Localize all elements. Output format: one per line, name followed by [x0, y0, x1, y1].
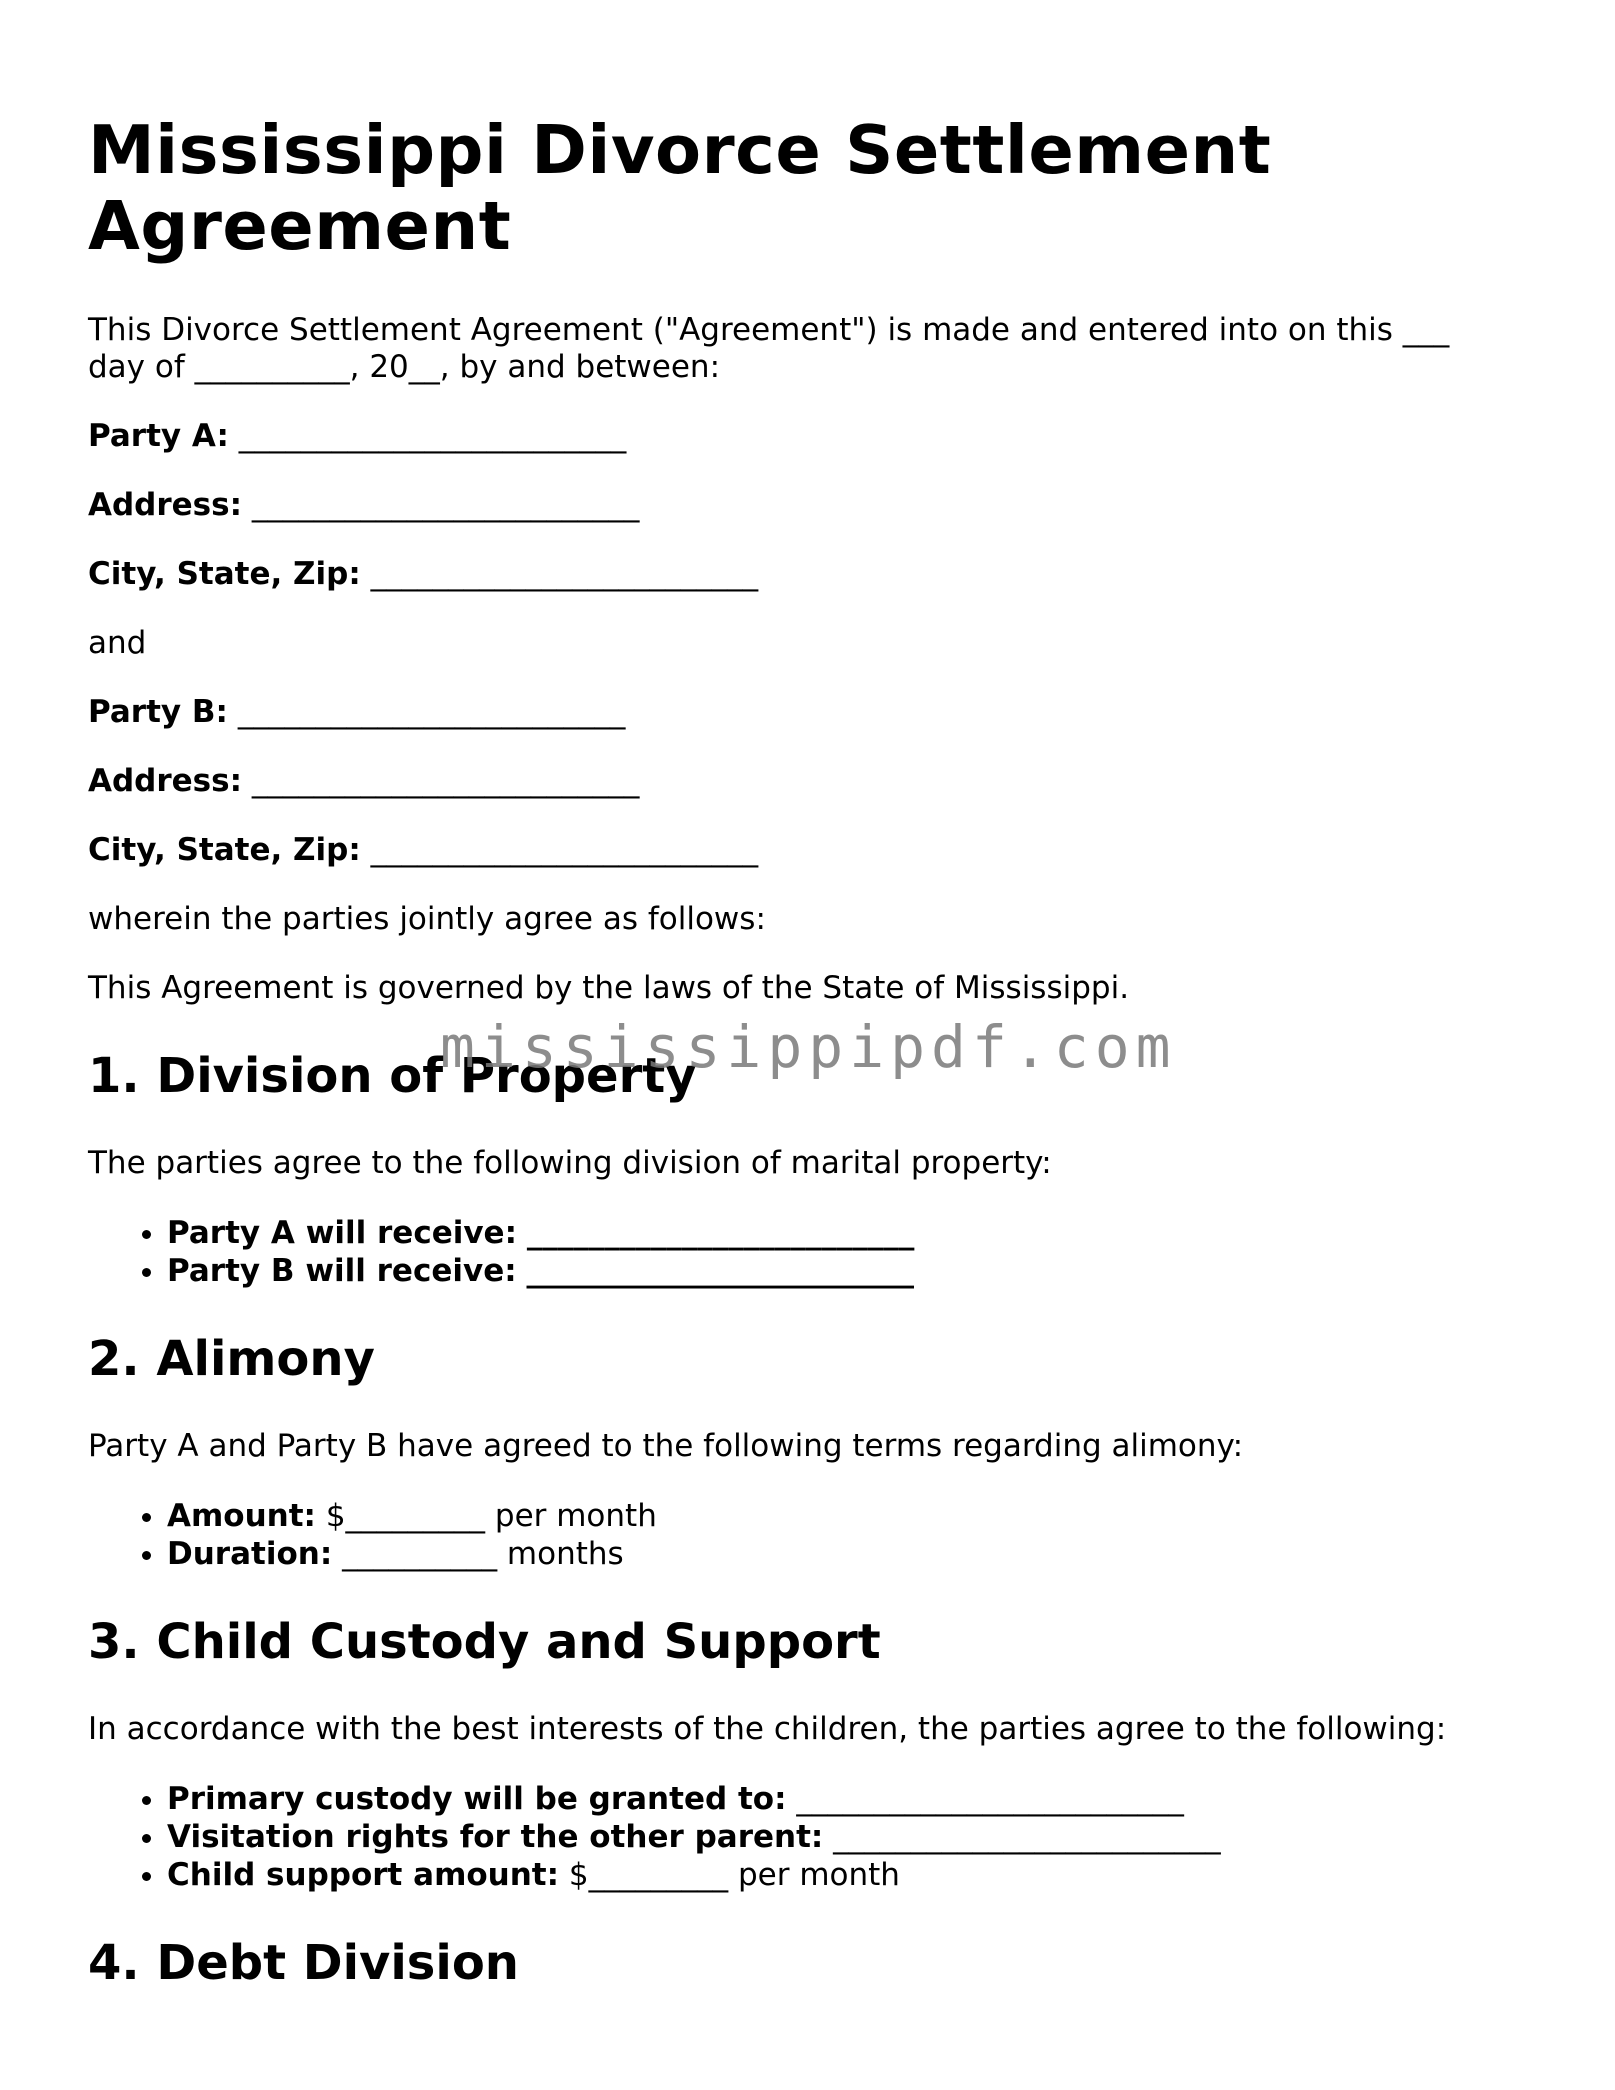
party-a-city-field — [88, 556, 1528, 593]
party-a-city-label: City, State, Zip: — [88, 556, 361, 592]
party-b-address-field — [88, 763, 1528, 800]
party-a-name-blank: _________________________ — [238, 418, 627, 454]
list-item-value: _________________________ — [796, 1781, 1184, 1817]
party-b-city-label: City, State, Zip: — [88, 832, 361, 868]
list-item — [167, 1497, 1528, 1535]
list-item-value: _________________________ — [526, 1253, 914, 1289]
party-b-city-field — [88, 832, 1528, 869]
party-a-address-label: Address: — [88, 487, 242, 523]
property-list — [88, 1214, 1528, 1290]
list-item-label: Party A will receive: — [167, 1215, 517, 1251]
list-item-label: Duration: — [167, 1536, 333, 1572]
alimony-list — [88, 1497, 1528, 1573]
party-b-address-blank: _________________________ — [251, 763, 640, 799]
governing-law-text: This Agreement is governed by the laws of the State of Mississippi. — [88, 970, 1130, 1006]
list-item — [167, 1856, 1528, 1894]
section-heading-debt: 4. Debt Division — [88, 1935, 519, 1991]
party-b-name-label: Party B: — [88, 694, 228, 730]
list-item-value: _________________________ — [833, 1819, 1221, 1855]
party-a-name-field — [88, 418, 1528, 455]
list-item-label: Amount: — [167, 1498, 316, 1534]
party-a-city-blank: _________________________ — [370, 556, 759, 592]
list-item — [167, 1214, 1528, 1252]
section-heading-alimony: 2. Alimony — [88, 1331, 375, 1387]
list-item-label: Primary custody will be granted to: — [167, 1781, 787, 1817]
list-item — [167, 1780, 1528, 1818]
wherein-text: wherein the parties jointly agree as follows: — [88, 901, 766, 937]
list-item-label: Visitation rights for the other parent: — [167, 1819, 824, 1855]
party-b-city-blank: _________________________ — [370, 832, 759, 868]
document-title: Mississippi Divorce Settlement Agreement — [88, 111, 1272, 265]
party-a-address-blank: _________________________ — [251, 487, 640, 523]
party-a-address-field — [88, 487, 1528, 524]
list-item — [167, 1535, 1528, 1573]
list-item-label: Child support amount: — [167, 1857, 560, 1893]
list-item — [167, 1252, 1528, 1290]
section-heading-custody: 3. Child Custody and Support — [88, 1614, 881, 1670]
list-item-value: __________ months — [342, 1536, 624, 1572]
list-item — [167, 1818, 1528, 1856]
watermark-text: mississippipdf.com — [440, 1013, 1177, 1081]
intro-paragraph: This Divorce Settlement Agreement ("Agreement") is made and entered into on this ___ day of __________, 20__, by and between: — [88, 312, 1450, 385]
list-item-value: _________________________ — [526, 1215, 915, 1251]
document-page — [88, 112, 1528, 2032]
list-item-label: Party B will receive: — [167, 1253, 517, 1289]
custody-list — [88, 1780, 1528, 1894]
section-heading-property: 1. Division of Property — [88, 1048, 697, 1104]
section-intro-alimony: Party A and Party B have agreed to the following terms regarding alimony: — [88, 1428, 1244, 1464]
list-item-value: $_________ per month — [568, 1857, 900, 1893]
section-intro-custody: In accordance with the best interests of the children, the parties agree to the following: — [88, 1711, 1447, 1747]
and-text: and — [88, 625, 147, 661]
party-b-name-field — [88, 694, 1528, 731]
party-b-name-blank: _________________________ — [237, 694, 626, 730]
party-b-address-label: Address: — [88, 763, 242, 799]
section-intro-property: The parties agree to the following division of marital property: — [88, 1145, 1052, 1181]
party-a-name-label: Party A: — [88, 418, 229, 454]
list-item-value: $_________ per month — [325, 1498, 657, 1534]
